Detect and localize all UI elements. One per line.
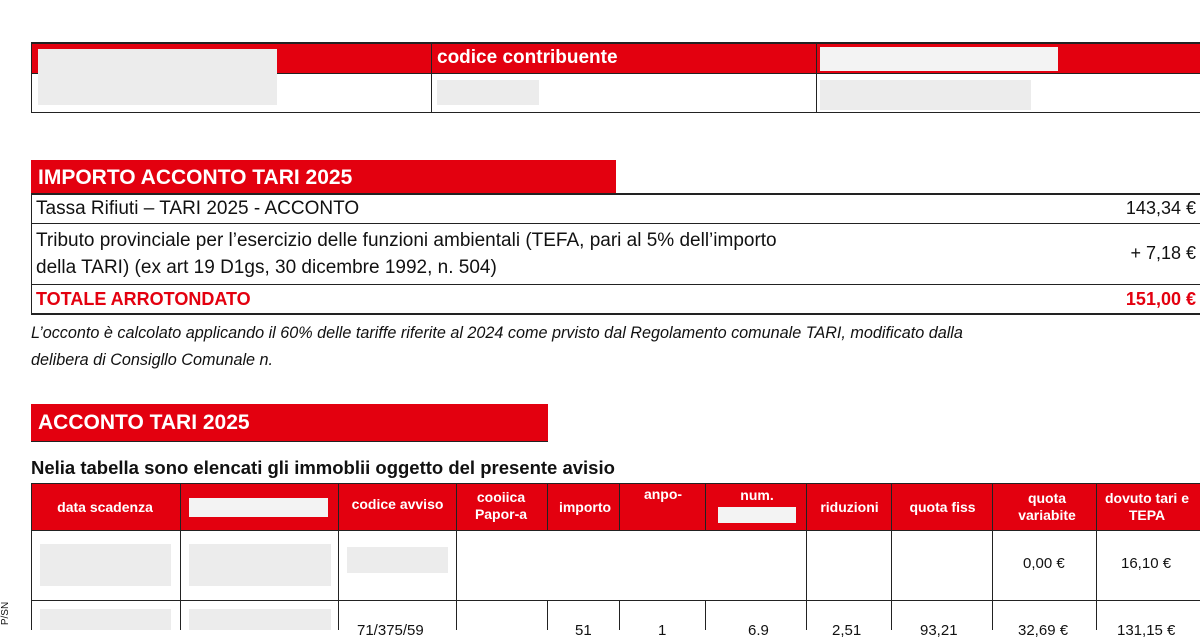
row2-codice: 71/375/59: [357, 622, 424, 639]
note-line-2: delibera di Consigllo Comunale n.: [31, 351, 274, 369]
totale-label: TOTALE ARROTONDATO: [36, 289, 251, 309]
tari-row-desc: Tassa Rifiuti – TARI 2025 - ACCONTO: [36, 198, 360, 219]
importo-title: IMPORTO ACCONTO TARI 2025: [38, 166, 353, 189]
col-riduzioni: riduzioni: [820, 498, 879, 515]
row2-riduzioni: 2,51: [832, 622, 862, 639]
col-anno: anpo-: [643, 485, 683, 502]
redacted-codice: [437, 80, 539, 105]
acconto-title: ACCONTO TARI 2025: [38, 411, 250, 434]
row2-anno: 1: [658, 622, 667, 639]
col-data-scadenza: data scadenza: [57, 498, 153, 515]
side-mark: P/SN: [0, 601, 12, 626]
row1-redacted-col2: [189, 544, 331, 586]
tefa-row-desc-2: della TARI) (ex art 19 D1gs, 30 dicembre 1992, n. 504): [36, 257, 497, 278]
row1-redacted-date: [40, 544, 171, 586]
col-codice-pratica: cooiica Papor-a: [474, 489, 528, 522]
row2-num: 6.9: [748, 622, 769, 639]
col-codice-avviso: codice avviso: [351, 495, 444, 512]
tefa-row-desc-1: Tributo provinciale per l’esercizio delle funzioni ambientali (TEFA, pari al 5% dell’importo: [36, 230, 777, 251]
redacted-right-value: [820, 80, 1031, 110]
top-table: [31, 42, 1200, 113]
col-quota-fissa: quota fiss: [909, 498, 976, 515]
row1-redacted-codice: [347, 547, 448, 573]
row2-redacted-date: [40, 609, 171, 630]
row2-quota-fissa: 93,21: [920, 622, 958, 639]
redacted-header-right: [820, 47, 1058, 71]
tefa-row-amount: + 7,18 €: [1130, 243, 1196, 263]
tari-row-amount: 143,34 €: [1125, 198, 1196, 218]
totale-amount: 151,00 €: [1125, 289, 1196, 309]
col-dovuto: dovuto tari e TEPA: [1104, 490, 1189, 523]
row1-quota-variabile: 0,00 €: [1023, 555, 1065, 572]
header-codice-contribuente: codice contribuente: [437, 47, 618, 68]
col-importo: importo: [558, 498, 612, 515]
redacted-name: [38, 49, 277, 105]
acconto-subtitle: Nelia tabella sono elencati gli immoblii oggetto del presente avisio: [31, 457, 615, 478]
row2-importo: 51: [575, 622, 592, 639]
row2-dovuto: 131,15 €: [1117, 622, 1176, 639]
row2-quota-variabile: 32,69 €: [1018, 622, 1069, 639]
row2-redacted-col2: [189, 609, 331, 630]
note-line-1: L’occonto è calcolato applicando il 60% delle tariffe riferite al 2024 come prvisto dal Regolamento comunale TARI, modificato dalla: [31, 324, 963, 342]
col-redacted: [189, 498, 328, 517]
col-num: num.: [740, 486, 774, 503]
importo-title-bar: [31, 160, 616, 194]
acconto-title-bar: [31, 404, 548, 442]
row1-dovuto: 16,10 €: [1121, 555, 1172, 572]
col-quota-variabile: quota variabite: [1018, 490, 1076, 523]
col-num-redacted: [718, 507, 796, 523]
